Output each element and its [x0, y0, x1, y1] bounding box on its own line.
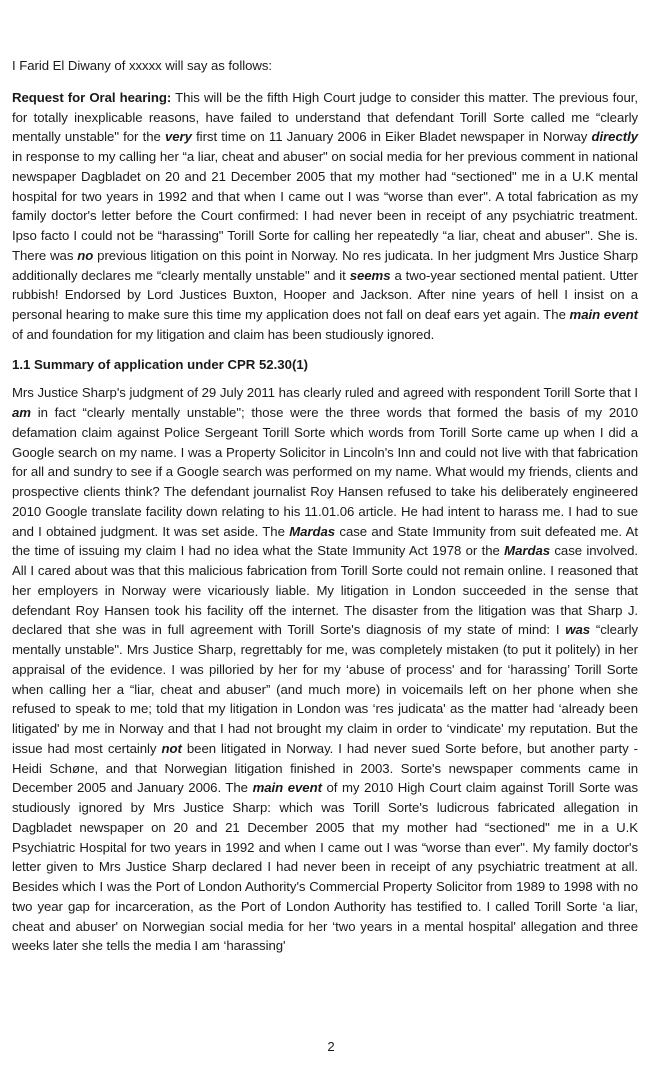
body-text: case and State Immunity from suit defeated me. At the time of issuing my claim I had no idea what the State Immunity Act 1978 or the [12, 523, 638, 559]
summary-paragraph [12, 383, 638, 956]
emphasized-text: no [77, 247, 94, 263]
body-text: Mrs Justice Sharp's judgment of 29 July 2011 has clearly ruled and agreed with respondent Torill Sorte that I [12, 385, 638, 401]
section-heading: 1.1 Summary of application under CPR 52.30(1) [12, 356, 309, 372]
body-text: first time on 11 January 2006 in Eiker Bladet newspaper in Norway [191, 129, 592, 145]
page-number: 2 [327, 1039, 335, 1054]
body-text: been litigated in Norway. I had never sued Sorte before, but another party - Heidi Schøne, and that Norwegian litigation finished in 2003. Sorte's newspaper comments came in December 2005 and January 2006. The [12, 740, 638, 796]
bold-lead-text: Request for Oral hearing: [12, 89, 172, 105]
emphasized-text: main event [252, 780, 322, 796]
body-text: in fact “clearly mentally unstable"; those were the three words that formed the basis of my 2010 defamation claim against Police Sergeant Torill Sorte which words from Torill Sorte came up when I did a Google search on my name. I was a Property Solicitor in Lincoln's Inn and could not live with that fabrication for all and sundry to see if a Google search was performed on my name. What would my friends, clients and prospective clients think? The defendant journalist Roy Hansen refused to take his deliberately engineered 2010 Google translate facility down relating to his 11.01.06 article. He had intent to harass me. I had to sue and I obtained judgment. It was set aside. The [12, 405, 638, 539]
emphasized-text: very [164, 129, 192, 145]
emphasized-text: Mardas [289, 523, 336, 539]
body-text: This will be the fifth High Court judge to consider this matter. The previous four, for totally inexplicable reasons, have failed to understand that defendant Torill Sorte called me “clearly mentally unstable" for the [12, 89, 638, 145]
body-text: of and foundation for my litigation and claim has been studiously ignored. [12, 326, 435, 342]
emphasized-text: directly [591, 129, 638, 145]
body-text: a two-year sectioned mental patient. Utter rubbish! Endorsed by Lord Justices Buxton, Hooper and Jackson. After nine years of hell I insist on a personal hearing to make sure this time my application does not fall on deaf ears yet again. The [12, 267, 639, 322]
oral-hearing-request-paragraph [12, 88, 638, 345]
body-text: in response to my calling her “a liar, cheat and abuser" on social media for her previous comment in national newspaper Dagbladet on 20 and 21 December 2005 that my mother had “sectioned" me in a U.K mental hospital for two years in 1992 and that when I came out I was “worse than ever". A total fabrication as my family doctor's letter before the Court confirmed: I had never been in receipt of any psychiatric treatment. Ipso facto I could not be “harassing" Torill Sorte for calling her repeatedly “a liar, cheat and abuser". She is. There was [12, 149, 638, 263]
emphasized-text: was [565, 622, 591, 638]
emphasized-text: not [161, 740, 182, 756]
body-text: of my 2010 High Court claim against Torill Sorte was studiously ignored by Mrs Justice Sharp: which was Torill Sorte's ludicrous fabricated allegation in Dagbladet newspaper on 20 and 21 December 2005 that my mother had “sectioned" me in a U.K Psychiatric Hospital for two years in 1992 and when I came out I was “worse than ever". My family doctor's letter given to Mrs Justice Sharp declared I had never been in receipt of any psychiatric treatment at all. Besides which I was the Port of London Authority's Commercial Property Solicitor from 1989 to 1998 with no two year gap for incarceration, as the Port of London Authority has testified to. I called Torill Sorte ‘a liar, cheat and abuser' on Norwegian social media for her ‘two years in a mental hospital' allegation and three weeks later she tells the media I am ‘harassing' [12, 780, 638, 954]
body-text: case involved. All I cared about was that this malicious fabrication from Torill Sorte could not remain online. I reasoned that her employers in Norway were vicariously liable. My litigation in London succeeded in the sense that defendant Roy Hansen took his facility off the internet. The disaster from the litigation was that Sharp J. declared that she was in full agreement with Torill Sorte's diagnosis of my state of mind: I [12, 543, 638, 638]
document-page [12, 56, 638, 956]
emphasized-text: Mardas [504, 543, 551, 559]
intro-statement: I Farid El Diwany of xxxxx will say as follows: [12, 58, 273, 73]
emphasized-text: main event [569, 307, 638, 322]
emphasized-text: am [12, 405, 31, 420]
body-text: previous litigation on this point in Norway. No res judicata. In her judgment Mrs Justice Sharp additionally declares me “clearly mentally unstable" and it [12, 247, 638, 283]
emphasized-text: seems [349, 267, 391, 283]
body-text: “clearly mentally unstable". Mrs Justice Sharp, regrettably for me, was completely mistaken (to put it politely) in her appraisal of the evidence. I was pilloried by her for my ‘abuse of process' and for ‘harassing’ Torill Sorte when calling her a “liar, cheat and abuser” (and much more) in voicemails left on her phone when she refused to speak to me; told that my litigation in London was ‘res judicata' as the matter had ‘already been litigated' by me in Norway and that I had not brought my claim in order to ‘vindicate' my reputation. But the issue had most certainly [12, 622, 638, 756]
